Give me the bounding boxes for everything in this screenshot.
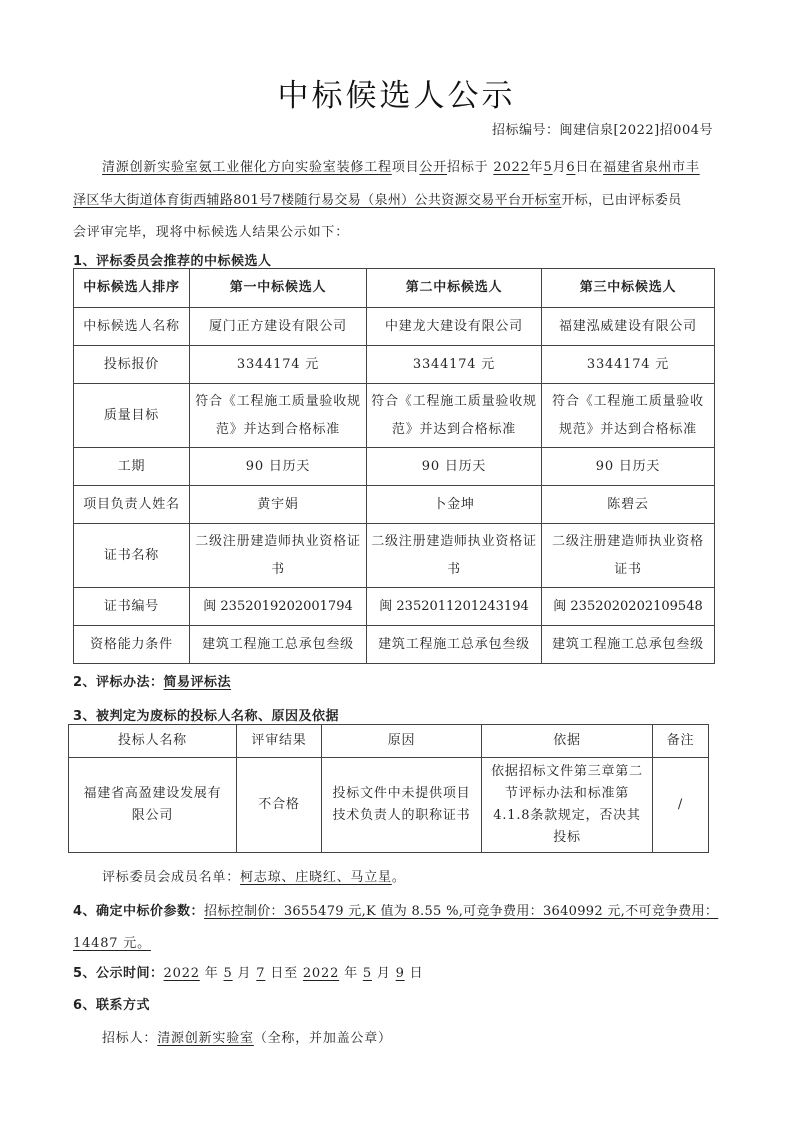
header-cell: 第三中标候选人 xyxy=(542,269,715,308)
date-text: 年 xyxy=(344,966,358,981)
row-label: 工期 xyxy=(74,448,190,486)
table-row xyxy=(74,486,715,524)
committee-end: 。 xyxy=(391,870,406,885)
section-4-heading: 4、确定中标价参数： xyxy=(73,904,205,919)
start-year: 2022 xyxy=(163,966,200,981)
header-cell: 评审结果 xyxy=(237,725,322,758)
header-cell: 第二中标候选人 xyxy=(367,269,542,308)
header-cell: 中标候选人排序 xyxy=(74,269,190,308)
section-5-heading: 5、公示时间： xyxy=(73,966,164,981)
end-month: 5 xyxy=(362,966,372,981)
table-row xyxy=(74,524,715,588)
intro-text: 开标，已由评标委员 xyxy=(561,193,682,208)
section-4-line-1 xyxy=(73,900,718,919)
price-params-line-1: 招标控制价：3655479 元,K 值为 8.55 %,可竞争费用：3640992 元,不可竞争费用： xyxy=(204,904,719,919)
date-text: 日 xyxy=(409,966,424,981)
cell: 二级注册建造师执业资格证书 xyxy=(367,524,542,588)
bid-number: 招标编号：闽建信泉[2022]招004号 xyxy=(491,123,713,138)
cell: 3344174 元 xyxy=(367,346,542,384)
table-row xyxy=(74,308,715,346)
committee-members-line xyxy=(102,866,406,885)
cell: 建筑工程施工总承包叁级 xyxy=(542,626,715,664)
place-line-2: 泽区华大街道体育街西辅路801号7楼随行易交易（泉州）公共资源交易平台开标室 xyxy=(73,193,562,208)
tenderer-name: 清源创新实验室 xyxy=(157,1031,254,1046)
section-5 xyxy=(73,962,423,981)
section-1-heading: 1、评标委员会推荐的中标候选人 xyxy=(73,254,272,269)
open-day: 6 xyxy=(566,160,576,175)
date-text: 日至 xyxy=(270,966,298,981)
candidates-table xyxy=(73,268,715,664)
intro-line-1 xyxy=(102,156,700,175)
tenderer-note: （全称，并加盖公章） xyxy=(253,1031,392,1046)
intro-line-3: 会评审完毕，现将中标候选人结果公示如下： xyxy=(73,225,350,240)
date-text: 月 xyxy=(376,966,391,981)
price-params-line-2: 14487 元。 xyxy=(73,936,151,951)
header-cell: 第一中标候选人 xyxy=(190,269,367,308)
cell: 闽 2352020202109548 xyxy=(542,588,715,626)
intro-text: 日在 xyxy=(575,160,604,175)
section-2 xyxy=(73,671,231,690)
table-row xyxy=(74,384,715,448)
date-text: 月 xyxy=(237,966,252,981)
intro-text: 招标于 xyxy=(447,160,489,175)
place-line-1: 福建省泉州市丰 xyxy=(603,160,700,175)
header-cell: 依据 xyxy=(482,725,653,758)
cell: 90 日历天 xyxy=(190,448,367,486)
cell: 3344174 元 xyxy=(542,346,715,384)
cell: 厦门正方建设有限公司 xyxy=(190,308,367,346)
project-name: 清源创新实验室氨工业催化方向实验室装修工程 xyxy=(102,160,392,175)
cell: 二级注册建造师执业资格证书 xyxy=(542,524,715,588)
row-label: 质量目标 xyxy=(74,384,190,448)
cell: 黄宇娟 xyxy=(190,486,367,524)
open-year: 2022 xyxy=(493,160,530,175)
header-cell: 投标人名称 xyxy=(69,725,237,758)
end-year: 2022 xyxy=(302,966,340,981)
open-month: 5 xyxy=(543,160,553,175)
end-day: 9 xyxy=(395,966,405,981)
bidder-name: 福建省高盈建设发展有限公司 xyxy=(69,758,237,853)
table-row xyxy=(74,346,715,384)
start-day: 7 xyxy=(256,966,266,981)
committee-members: 柯志琼、庄晓红、马立星 xyxy=(240,870,392,885)
header-cell: 备注 xyxy=(653,725,709,758)
candidates-header-row xyxy=(74,269,715,308)
tenderer-label: 招标人： xyxy=(102,1031,158,1046)
cell: 福建泓威建设有限公司 xyxy=(542,308,715,346)
intro-line-2 xyxy=(73,189,682,208)
section-6-heading: 6、联系方式 xyxy=(73,998,151,1013)
cell: 90 日历天 xyxy=(542,448,715,486)
page-title: 中标候选人公示 xyxy=(277,78,516,114)
intro-text: 月 xyxy=(552,160,567,175)
cell: 符合《工程施工质量验收规范》并达到合格标准 xyxy=(190,384,367,448)
cell: 建筑工程施工总承包叁级 xyxy=(367,626,542,664)
cell: 符合《工程施工质量验收规范》并达到合格标准 xyxy=(542,384,715,448)
cell: 闽 2352011201243194 xyxy=(367,588,542,626)
cell: 建筑工程施工总承包叁级 xyxy=(190,626,367,664)
row-label: 投标报价 xyxy=(74,346,190,384)
row-label: 证书名称 xyxy=(74,524,190,588)
cell: 卜金坤 xyxy=(367,486,542,524)
committee-label: 评标委员会成员名单： xyxy=(102,870,241,885)
cell: 二级注册建造师执业资格证书 xyxy=(190,524,367,588)
rejected-bidders-table xyxy=(68,724,709,853)
date-text: 年 xyxy=(204,966,219,981)
table-row xyxy=(74,448,715,486)
cell: 3344174 元 xyxy=(190,346,367,384)
row-label: 证书编号 xyxy=(74,588,190,626)
basis: 依据招标文件第三章第二节评标办法和标准第4.1.8条款规定，否决其投标 xyxy=(482,758,653,853)
table-row xyxy=(74,588,715,626)
start-month: 5 xyxy=(223,966,233,981)
review-result: 不合格 xyxy=(237,758,322,853)
section-3-heading: 3、被判定为废标的投标人名称、原因及依据 xyxy=(73,709,340,724)
section-2-heading: 2、评标办法： xyxy=(73,675,164,690)
table-row xyxy=(74,626,715,664)
row-label: 资格能力条件 xyxy=(74,626,190,664)
tender-method: 公开 xyxy=(419,160,448,175)
row-label: 中标候选人名称 xyxy=(74,308,190,346)
cell: 闽 2352019202001794 xyxy=(190,588,367,626)
cell: 90 日历天 xyxy=(367,448,542,486)
intro-text: 项目 xyxy=(391,160,420,175)
intro-text: 年 xyxy=(529,160,544,175)
row-label: 项目负责人姓名 xyxy=(74,486,190,524)
table-row xyxy=(69,758,709,853)
reason: 投标文件中未提供项目技术负责人的职称证书 xyxy=(322,758,482,853)
header-cell: 原因 xyxy=(322,725,482,758)
tenderer-line xyxy=(102,1027,392,1046)
cell: 符合《工程施工质量验收规范》并达到合格标准 xyxy=(367,384,542,448)
note: / xyxy=(653,758,709,853)
rejected-header-row xyxy=(69,725,709,758)
cell: 中建龙大建设有限公司 xyxy=(367,308,542,346)
evaluation-method: 简易评标法 xyxy=(163,675,232,690)
cell: 陈碧云 xyxy=(542,486,715,524)
section-4-line-2 xyxy=(73,932,151,951)
